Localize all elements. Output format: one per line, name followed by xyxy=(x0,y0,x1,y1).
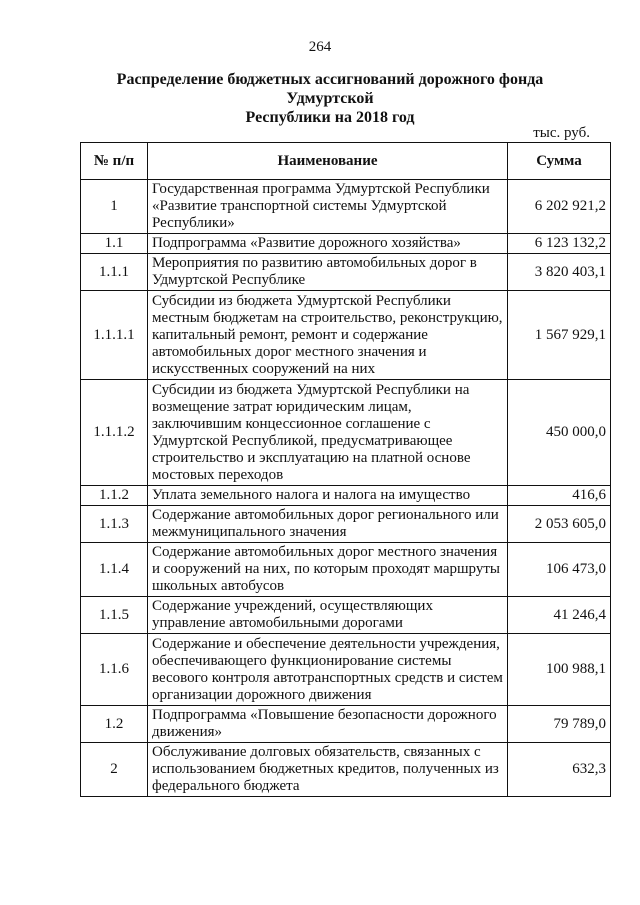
row-name: Уплата земельного налога и налога на имущество xyxy=(148,486,508,506)
row-number: 2 xyxy=(81,743,148,797)
table-row xyxy=(81,380,611,486)
row-name: Субсидии из бюджета Удмуртской Республики на возмещение затрат юридическим лицам, заключившим концессионное соглашение с Удмуртской Республикой, предусматривающее строительство и эксплуатацию на платной основе мостовых переходов xyxy=(148,380,508,486)
row-name: Содержание и обеспечение деятельности учреждения, обеспечивающего функционирование системы весового контроля автотранспортных средств и систем организации дорожного движения xyxy=(148,634,508,706)
page-number: 264 xyxy=(308,39,332,55)
row-name: Содержание учреждений, осуществляющих управление автомобильными дорогами xyxy=(148,597,508,634)
row-sum: 41 246,4 xyxy=(508,597,611,634)
unit-label: тыс. руб. xyxy=(533,125,590,141)
table-header xyxy=(81,143,611,180)
row-sum: 450 000,0 xyxy=(508,380,611,486)
row-number: 1.1.5 xyxy=(81,597,148,634)
table-body xyxy=(81,180,611,797)
table-row xyxy=(81,180,611,234)
document-title-line-2: Республики на 2018 год xyxy=(245,109,415,126)
row-number: 1 xyxy=(81,180,148,234)
table-row xyxy=(81,234,611,254)
column-header-number: № п/п xyxy=(81,143,148,180)
row-sum: 6 202 921,2 xyxy=(508,180,611,234)
row-number: 1.1.1.1 xyxy=(81,291,148,380)
budget-allocation-table xyxy=(80,142,611,797)
row-number: 1.2 xyxy=(81,706,148,743)
row-sum: 79 789,0 xyxy=(508,706,611,743)
row-sum: 2 053 605,0 xyxy=(508,506,611,543)
table-row xyxy=(81,743,611,797)
row-number: 1.1.1.2 xyxy=(81,380,148,486)
row-number: 1.1.4 xyxy=(81,543,148,597)
row-number: 1.1.2 xyxy=(81,486,148,506)
table-row xyxy=(81,706,611,743)
row-sum: 416,6 xyxy=(508,486,611,506)
row-sum: 3 820 403,1 xyxy=(508,254,611,291)
row-sum: 106 473,0 xyxy=(508,543,611,597)
row-number: 1.1.3 xyxy=(81,506,148,543)
table-row xyxy=(81,597,611,634)
document-title-line-1: Распределение бюджетных ассигнований дорожного фонда Удмуртской xyxy=(116,71,544,107)
row-name: Подпрограмма «Развитие дорожного хозяйства» xyxy=(148,234,508,254)
table-header-row xyxy=(81,143,611,180)
column-header-sum: Сумма xyxy=(508,143,611,180)
row-name: Мероприятия по развитию автомобильных дорог в Удмуртской Республике xyxy=(148,254,508,291)
column-header-name: Наименование xyxy=(148,143,508,180)
document-title xyxy=(80,70,580,127)
row-sum: 6 123 132,2 xyxy=(508,234,611,254)
row-number: 1.1 xyxy=(81,234,148,254)
table-row xyxy=(81,543,611,597)
row-name: Субсидии из бюджета Удмуртской Республики местным бюджетам на строительство, реконструкцию, капитальный ремонт, ремонт и содержание автомобильных дорог местного значения и искусственных сооружений на них xyxy=(148,291,508,380)
row-name: Государственная программа Удмуртской Республики «Развитие транспортной системы Удмуртской Республики» xyxy=(148,180,508,234)
row-sum: 632,3 xyxy=(508,743,611,797)
table-row xyxy=(81,506,611,543)
table-row xyxy=(81,254,611,291)
row-number: 1.1.1 xyxy=(81,254,148,291)
table-row xyxy=(81,486,611,506)
row-sum: 1 567 929,1 xyxy=(508,291,611,380)
row-name: Содержание автомобильных дорог местного значения и сооружений на них, по которым проходят маршруты школьных автобусов xyxy=(148,543,508,597)
table-row xyxy=(81,634,611,706)
row-name: Подпрограмма «Повышение безопасности дорожного движения» xyxy=(148,706,508,743)
row-number: 1.1.6 xyxy=(81,634,148,706)
table-row xyxy=(81,291,611,380)
row-sum: 100 988,1 xyxy=(508,634,611,706)
row-name: Содержание автомобильных дорог регионального или межмуниципального значения xyxy=(148,506,508,543)
row-name: Обслуживание долговых обязательств, связанных с использованием бюджетных кредитов, полученных из федерального бюджета xyxy=(148,743,508,797)
